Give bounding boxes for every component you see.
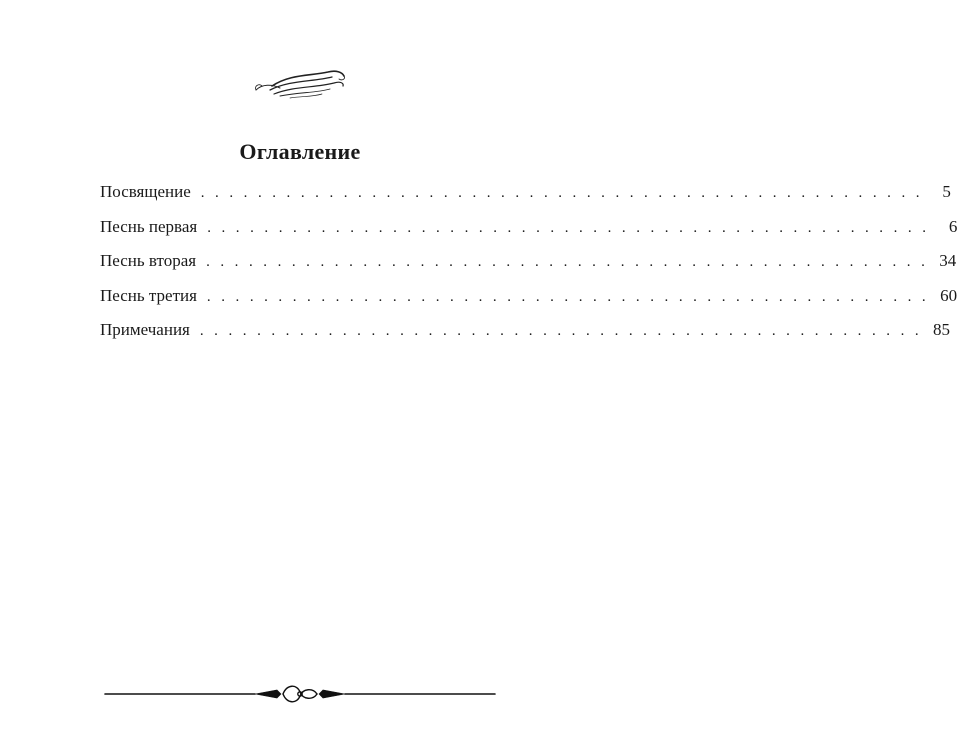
toc-page-number: 5: [942, 182, 951, 201]
toc-entry[interactable]: [100, 285, 957, 321]
toc-page-number: 60: [940, 285, 957, 305]
toc-entry-title: Посвящение: [100, 182, 191, 201]
divider-flourish-icon: [105, 680, 495, 708]
toc-entry[interactable]: [100, 320, 951, 355]
toc-dot-leader: . . . . . . . . . . . . . . . . . . . . . . . . . . . . . . . . . . . . . . . . . . . . . . . . . . .: [200, 185, 923, 201]
toc-entry-title: Песнь третия: [100, 285, 197, 305]
page-title: Оглавление: [239, 139, 361, 164]
toc-dot-leader: . . . . . . . . . . . . . . . . . . . . . . . . . . . . . . . . . . . . . . . . . . . . . . . . . . .: [207, 219, 930, 236]
toc-page-number: 34: [939, 251, 957, 270]
toc-page-number: 6: [948, 216, 957, 236]
toc-dot-leader: . . . . . . . . . . . . . . . . . . . . . . . . . . . . . . . . . . . . . . . . . . . . . . . . . . .: [199, 323, 923, 339]
toc-entry-title: Песнь первая: [100, 216, 198, 236]
toc-entry[interactable]: [100, 251, 957, 286]
toc-entry-title: Примечания: [100, 320, 190, 339]
flourish-icon: [250, 66, 350, 102]
toc-page-number: 85: [933, 320, 951, 339]
toc-entry[interactable]: [100, 216, 957, 252]
toc-entry[interactable]: [100, 182, 951, 217]
toc-entry-title: Песнь вторая: [100, 251, 197, 270]
toc-dot-leader: . . . . . . . . . . . . . . . . . . . . . . . . . . . . . . . . . . . . . . . . . . . . . . . . . . .: [206, 288, 930, 305]
toc-dot-leader: . . . . . . . . . . . . . . . . . . . . . . . . . . . . . . . . . . . . . . . . . . . . . . . . . . .: [206, 254, 929, 270]
table-of-contents: [100, 182, 957, 355]
